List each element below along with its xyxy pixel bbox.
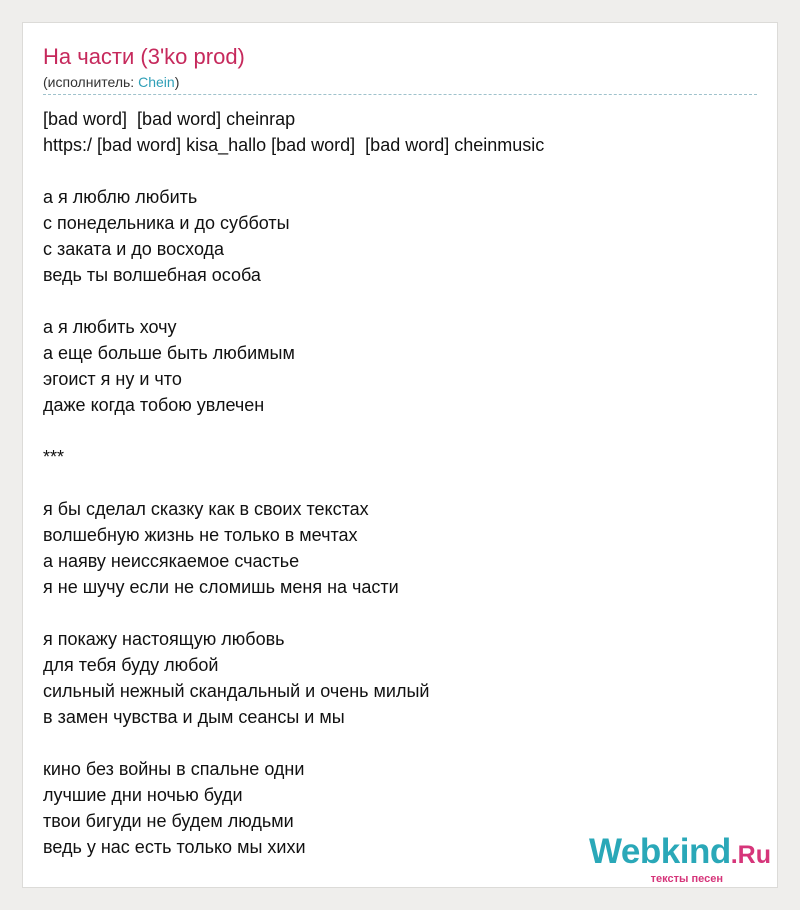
- logo-tld: .Ru: [730, 841, 771, 869]
- lyric-line: а я люблю любить: [43, 187, 198, 207]
- lyrics-card: [22, 22, 778, 888]
- artist-link[interactable]: Chein: [138, 74, 175, 90]
- lyric-line: с заката и до восхода: [43, 239, 225, 259]
- logo-wordmark: [589, 833, 771, 878]
- title-divider: [43, 94, 757, 95]
- lyric-line: кино без войны в спальне одни: [43, 759, 305, 779]
- artist-prefix: (исполнитель:: [43, 74, 139, 90]
- stanza-gap: [43, 158, 743, 184]
- stanza-gap: [43, 470, 743, 496]
- lyric-line: твои бигуди не будем людьми: [43, 811, 294, 831]
- lyric-line: волшебную жизнь не только в мечтах: [43, 525, 358, 545]
- lyric-line: даже когда тобою увлечен: [43, 395, 265, 415]
- artist-suffix: ): [174, 74, 180, 90]
- stanza-gap: [43, 600, 743, 626]
- lyric-line: я покажу настоящую любовь: [43, 629, 285, 649]
- lyric-line: я бы сделал сказку как в своих текстах: [43, 499, 369, 519]
- lyric-line: https:/ [bad word] kisa_hallo [bad word] [bad word] cheinmusic: [43, 135, 545, 155]
- lyric-line: а еще больше быть любимым: [43, 343, 295, 363]
- lyric-line: а я любить хочу: [43, 317, 177, 337]
- lyrics-body: [43, 106, 743, 860]
- stanza-gap: [43, 730, 743, 756]
- artist-line: [43, 73, 179, 91]
- logo-tagline: тексты песен: [650, 873, 723, 885]
- lyric-line: для тебя буду любой: [43, 655, 219, 675]
- lyric-line: лучшие дни ночью буди: [43, 785, 243, 805]
- site-logo[interactable]: [589, 833, 771, 885]
- logo-name: Webkind: [589, 832, 731, 871]
- lyric-line: ведь у нас есть только мы хихи: [43, 837, 306, 857]
- lyric-line: а наяву неиссякаемое счастье: [43, 551, 300, 571]
- lyric-line: я не шучу если не сломишь меня на части: [43, 577, 399, 597]
- lyric-line: с понедельника и до субботы: [43, 213, 290, 233]
- lyric-line: эгоист я ну и что: [43, 369, 182, 389]
- lyric-line: сильный нежный скандальный и очень милый: [43, 681, 430, 701]
- lyric-line: [bad word] [bad word] cheinrap: [43, 109, 296, 129]
- lyric-line: ведь ты волшебная особа: [43, 265, 261, 285]
- song-title: На части (3'ko prod): [43, 44, 245, 69]
- stanza-gap: [43, 418, 743, 444]
- lyric-line: ***: [43, 447, 65, 467]
- lyric-line: в замен чувства и дым сеансы и мы: [43, 707, 345, 727]
- stanza-gap: [43, 288, 743, 314]
